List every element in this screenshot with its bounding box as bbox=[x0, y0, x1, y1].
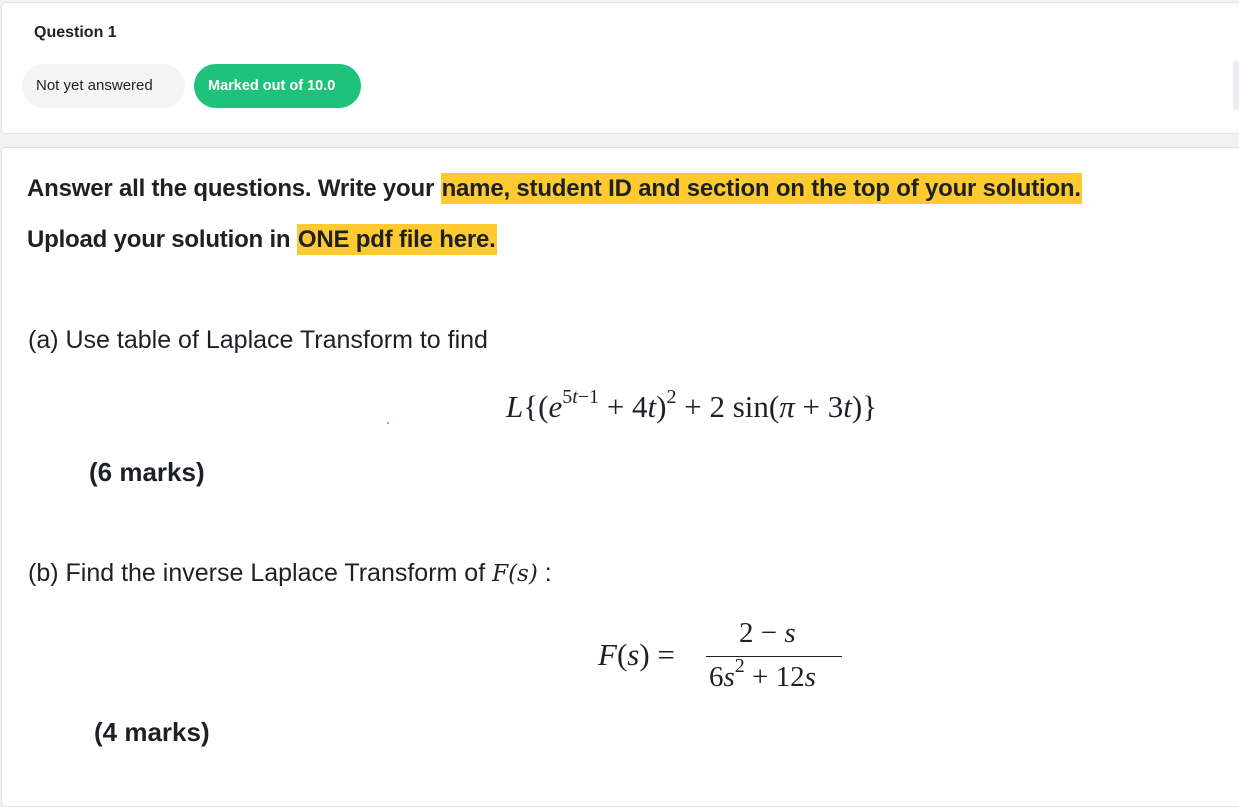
instruction-line-1 bbox=[27, 175, 1082, 203]
part-b-marks: (4 marks) bbox=[94, 717, 210, 747]
part-b-prompt bbox=[28, 559, 552, 588]
fraction-bar bbox=[706, 656, 842, 657]
instruction-text: Answer all the questions. Write your bbox=[27, 175, 441, 202]
drawer-toggle-tab[interactable] bbox=[1233, 60, 1239, 110]
part-b-prompt-text: (b) Find the inverse Laplace Transform of bbox=[28, 559, 493, 587]
part-a-prompt: (a) Use table of Laplace Transform to find bbox=[28, 326, 488, 354]
fraction-denominator: $6s^2 + 12s$ bbox=[709, 655, 816, 693]
status-badge: Not yet answered bbox=[22, 64, 185, 108]
fraction-numerator: 2 − s bbox=[739, 617, 796, 649]
instruction-line-2 bbox=[27, 226, 497, 254]
part-a-equation: $L\{(e^{5t-1} + 4t)^2 + 2$ sin(π + 3t)} bbox=[506, 386, 878, 424]
part-b-equation-lhs: F(s) = bbox=[598, 637, 675, 672]
instruction-highlight: ONE pdf file here. bbox=[297, 226, 496, 253]
function-name: F(s) bbox=[492, 561, 538, 587]
stray-dot bbox=[387, 422, 389, 424]
part-a-marks: (6 marks) bbox=[89, 457, 205, 487]
question-info-card bbox=[1, 2, 1239, 134]
instruction-highlight: name, student ID and section on the top of your solution. bbox=[441, 175, 1081, 202]
marks-badge: Marked out of 10.0 bbox=[194, 64, 361, 108]
question-number: Question 1 bbox=[34, 24, 117, 41]
part-b-colon: : bbox=[537, 559, 552, 587]
instruction-text: Upload your solution in bbox=[27, 226, 297, 253]
